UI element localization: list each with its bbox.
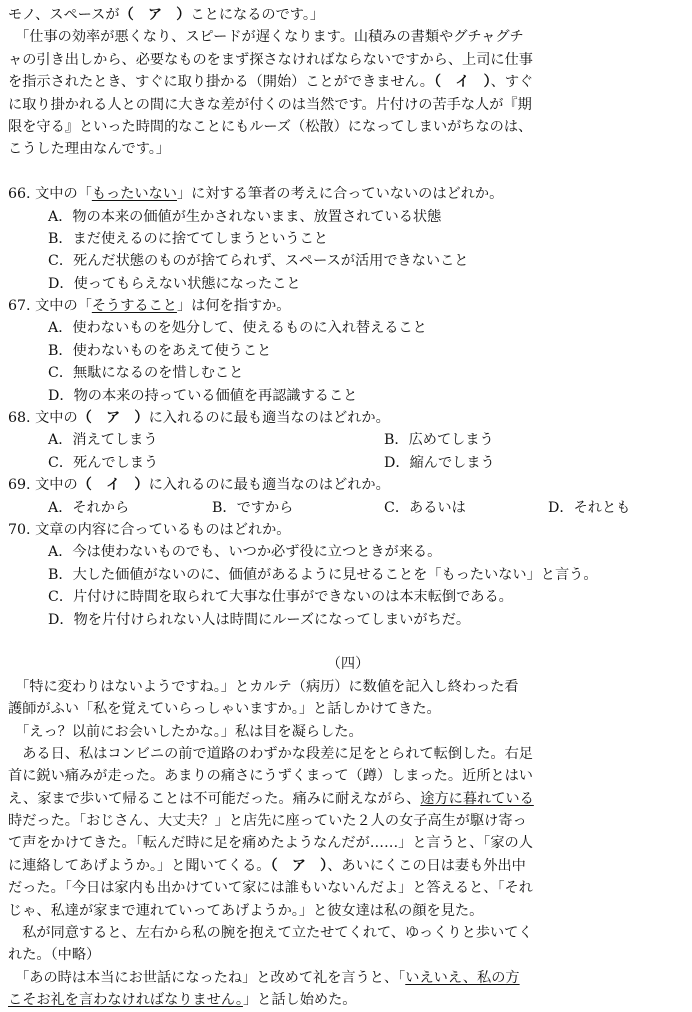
underlined-phrase: こそお礼を言わなければなりません。 <box>8 992 243 1009</box>
question-68 <box>8 407 688 474</box>
passage-line: 私が同意すると、左右から私の腕を抱えて立たせてくれて、ゆっくりと歩いてく <box>8 925 533 942</box>
option-a: A．使わないものを処分して、使えるものに入れ替えること <box>48 320 427 337</box>
passage-line: を指示されたとき、すぐに取り掛かる（開始）ことができません。（ イ ）、すぐ <box>8 74 534 91</box>
passage-line: モノ、スペースが（ ア ）ことになるのです。」 <box>8 7 325 23</box>
question-70 <box>8 519 688 631</box>
option-a: A．消えてしまう <box>48 432 158 449</box>
passage-line: え、家まで歩いて帰ることは不可能だった。痛みに耐えながら、途方に暮れている <box>8 790 534 807</box>
spacer <box>8 631 688 653</box>
passage-line: 護師がふい「私を覚えていらっしゃいますか。」と話しかけてきた。 <box>8 701 441 718</box>
blank-i: （ イ ） <box>77 477 149 494</box>
option-row <box>8 452 688 474</box>
option-b: B．大した価値がないのに、価値があるように見せることを「もったいない」と言う。 <box>48 566 598 583</box>
question-stem: 70. 文章の内容に合っているものはどれか。 <box>8 521 291 538</box>
passage-line: 首に鋭い痛みが走った。あまりの痛さにうずくまって（蹲）しまった。近所とはい <box>8 768 533 785</box>
section-title: （四） <box>326 656 370 673</box>
option-d: D．縮んでしまう <box>384 454 495 471</box>
passage-line: に取り掛かれる人との間に大きな差が付くのは当然です。片付けの苦手な人が『期 <box>8 96 532 113</box>
passage-line: 「えっ？以前にお会いしたかな。」私は目を凝らした。 <box>8 723 363 740</box>
option-b: B．ですから <box>212 499 294 516</box>
passage-line: に連絡してあげようか。」と聞いてくる。（ ア ）、あいにくこの日は妻も外出中 <box>8 857 526 874</box>
blank-a: （ ア ） <box>77 410 149 427</box>
blank-a: （ ア ） <box>270 857 328 874</box>
question-67 <box>8 295 688 407</box>
underlined-phrase: そうすること <box>91 298 177 315</box>
passage-line: 限を守る』といった時間的なことにもルーズ（松散）になってしまいがちなのは、 <box>8 118 533 135</box>
question-66 <box>8 183 688 295</box>
passage-line: こうした理由なんです。」 <box>8 141 171 158</box>
underlined-phrase: 途方に暮れている <box>420 790 534 807</box>
underlined-phrase: いえいえ、私の方 <box>405 969 520 986</box>
option-row <box>8 429 688 451</box>
blank-i: （ イ ） <box>433 74 491 91</box>
question-stem: 68. 文中の（ ア ）に入れるのに最も適当なのはどれか。 <box>8 410 390 427</box>
option-d: D．物の本来の持っている価値を再認識すること <box>48 387 358 404</box>
passage-line: て声をかけてきた。「転んだ時に足を痛めたようなんだが……」と言うと、「家の人 <box>8 835 533 852</box>
passage-line: だった。「今日は家内も出かけていて家には誰もいないんだよ」と答えると、「それ <box>8 880 533 897</box>
option-a: A．それから <box>48 499 130 516</box>
option-c: C．片付けに時間を取られて大事な仕事ができないのは本末転倒である。 <box>48 589 513 606</box>
underlined-phrase: もったいない <box>91 186 177 203</box>
passage-line: ャの引き出しから、必要なものをまず探さなければならないですから、上司に仕事 <box>8 51 533 68</box>
passage-line: こそお礼を言わなければなりません。」と話し始めた。 <box>8 992 357 1009</box>
option-c: C．死んだ状態のものが捨てられず、スペースが活用できないこと <box>48 253 469 270</box>
passage-line: れた。（中略） <box>8 947 101 964</box>
option-b: B．使わないものをあえて使うこと <box>48 342 272 359</box>
spacer <box>8 161 688 183</box>
document-page <box>8 4 688 1012</box>
option-a: A．物の本来の価値が生かされないまま、放置されている状態 <box>48 208 442 225</box>
blank-a: （ ア ） <box>119 7 191 23</box>
option-c: C．死んでしまう <box>48 454 159 471</box>
passage-2 <box>8 676 688 1012</box>
option-d: D．それとも <box>548 499 631 516</box>
option-b: B．まだ使えるのに捨ててしまうということ <box>48 230 328 247</box>
question-stem: 69. 文中の（ イ ）に入れるのに最も適当なのはどれか。 <box>8 477 390 494</box>
passage-line: 「特に変わりはないようですね。」とカルテ（病历）に数値を記入し終わった看 <box>8 678 519 695</box>
question-69 <box>8 474 688 519</box>
option-d: D．物を片付けられない人は時間にルーズになってしまいがちだ。 <box>48 611 471 628</box>
passage-line: ある日、私はコンビニの前で道路のわずかな段差に足をとられて転倒した。右足 <box>8 745 533 762</box>
passage-line: 時だった。「おじさん、大丈夫？」と店先に座っていた２人の女子高生が駆け寄っ <box>8 813 527 830</box>
option-c: C．あるいは <box>384 499 466 516</box>
passage-line: 「仕事の効率が悪くなり、スピードが遅くなります。山積みの書類やグチャグチ <box>8 29 524 46</box>
option-c: C．無駄になるのを惜しむこと <box>48 365 244 382</box>
passage-line: 「あの時は本当にお世話になったね」と改めて礼を言うと、「いえいえ、私の方 <box>8 969 520 986</box>
question-stem: 66. 文中の「もったいない」に対する筆者の考えに合っていないのはどれか。 <box>8 186 504 203</box>
question-stem: 67. 文中の「そうすること」は何を指すか。 <box>8 298 291 315</box>
passage-line: じゃ、私達が家まで連れていってあげようか。」と彼女達は私の顔を見た。 <box>8 902 484 919</box>
option-d: D．使ってもらえない状態になったこと <box>48 275 301 292</box>
passage-1 <box>8 4 688 161</box>
option-a: A．今は使わないものでも、いつか必ず役に立つときが来る。 <box>48 544 442 561</box>
option-row <box>8 497 688 519</box>
option-b: B．広めてしまう <box>384 432 494 449</box>
